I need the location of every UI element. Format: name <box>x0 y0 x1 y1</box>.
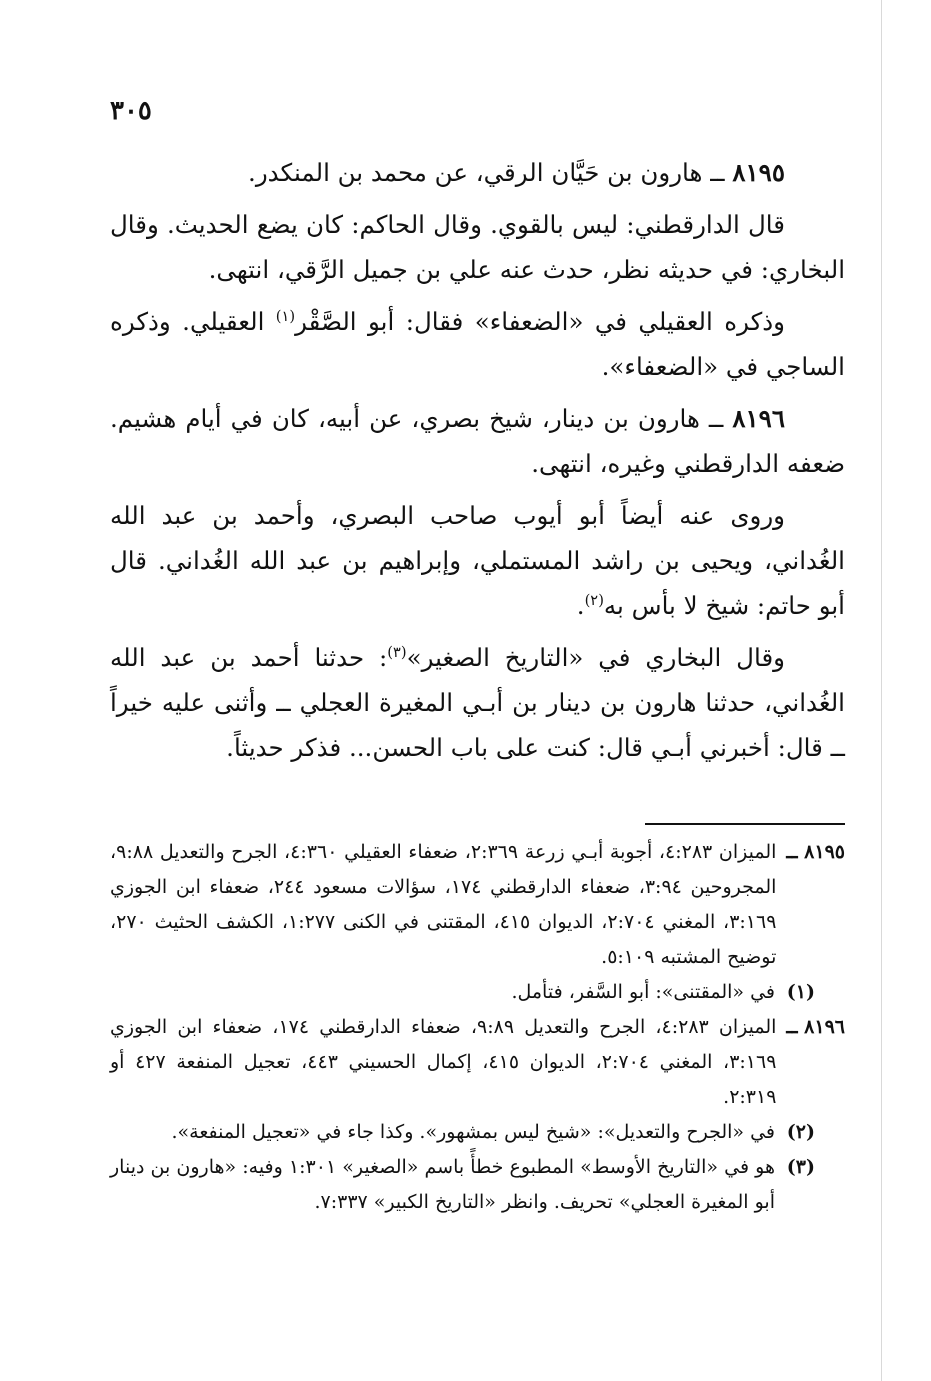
entry-heading-8195 <box>110 150 845 195</box>
note-text: الميزان ٤:٢٨٣، الجرح والتعديل ٩:٨٩، ضعفاء الدارقطني ١٧٤، ضعفاء ابن الجوزي ٣:١٦٩، المغني ٢:٧٠٤، الديوان ٤١٥، إكمال الحسيني ٤٤٣، تعجيل المنفعة ٤٢٧ أو ٢:٣١٩. <box>110 1016 777 1108</box>
entry-title: ــ هارون بن دينار، شيخ بصري، عن أبيه، كان في أيام هشيم. ضعفه الدارقطني وغيره، انتهى. <box>110 404 845 478</box>
source-note-8196 <box>110 1010 845 1115</box>
paragraph <box>110 493 845 628</box>
entry-heading-8196 <box>110 396 845 486</box>
entry-title: ــ هارون بن حَيَّان الرقي، عن محمد بن المنكدر. <box>248 158 725 187</box>
footnote-divider <box>645 823 845 825</box>
text-run: : حدثنا أحمد بن عبد الله الغُداني، حدثنا هارون بن دينار بن أبـي المغيرة العجلي ــ وأثنى عليه خيراً ــ قال: أخبرني أبـي قال: كنت على باب الحسن... فذكر حديثاً. <box>110 643 845 762</box>
text-run: وقال البخاري في «التاريخ الصغير» <box>406 643 785 672</box>
notes-section <box>110 835 845 1220</box>
text-run: . <box>576 591 585 620</box>
footnote-number: (٣) <box>786 1156 815 1178</box>
text-run: العقيلي. وذكره الساجي في «الضعفاء». <box>110 307 845 381</box>
footnote-ref: (١) <box>275 307 296 325</box>
main-text <box>110 150 845 777</box>
footnote-1 <box>110 975 845 1010</box>
paragraph <box>110 635 845 770</box>
page-number: ٣٠٥ <box>110 96 152 126</box>
text-run: وروى عنه أيضاً أبو أيوب صاحب البصري، وأحمد بن عبد الله الغُداني، ويحيى بن راشد المستملي، وإبراهيم بن عبد الله الغُداني. قال أبو حاتم: شيخ لا بأس به <box>110 501 845 620</box>
entry-number: ٨١٩٦ <box>732 404 785 433</box>
footnote-text: في «المقتنى»: أبو السَّفر، فتأمل. <box>511 981 775 1003</box>
paragraph: قال الدارقطني: ليس بالقوي. وقال الحاكم: كان يضع الحديث. وقال البخاري: في حديثه نظر، حدث عنه علي بن جميل الرَّقي، انتهى. <box>110 210 845 284</box>
source-note-8195 <box>110 835 845 975</box>
paragraph <box>110 299 845 389</box>
footnote-ref: (٣) <box>387 643 407 661</box>
text-run: وذكره العقيلي في «الضعفاء» فقال: أبو الصَّقْر <box>295 307 785 336</box>
footnote-text: هو في «التاريخ الأوسط» المطبوع خطأً باسم «الصغير» ١:٣٠١ وفيه: «هارون بن دينار أبو المغيرة العجلي» تحريف. وانظر «التاريخ الكبير» ٧:٣٣٧. <box>110 1156 775 1213</box>
footnote-2 <box>110 1115 845 1150</box>
page-binding-line <box>881 0 882 1381</box>
entry-number: ٨١٩٥ <box>732 158 785 187</box>
footnote-number: (١) <box>786 981 815 1003</box>
note-text: الميزان ٤:٢٨٣، أجوبة أبـي زرعة ٢:٣٦٩، ضعفاء العقيلي ٤:٣٦٠، الجرح والتعديل ٩:٨٨، المجروحين ٣:٩٤، ضعفاء الدارقطني ١٧٤، سؤالات مسعود ٢٤٤، ضعفاء ابن الجوزي ٣:١٦٩، المغني ٢:٧٠٤، الديوان ٤١٥، المقتنى في الكنى ١:٢٧٧، الكشف الحثيث ٢٧٠، توضيح المشتبه ٥:١٠٩. <box>110 841 777 968</box>
footnote-ref: (٢) <box>584 591 604 609</box>
footnote-text: في «الجرح والتعديل»: «شيخ ليس بمشهور». وكذا جاء في «تعجيل المنفعة». <box>171 1121 775 1143</box>
note-number: ٨١٩٥ ــ <box>786 841 845 863</box>
note-number: ٨١٩٦ ــ <box>786 1016 845 1038</box>
footnote-3 <box>110 1150 845 1220</box>
footnote-number: (٢) <box>786 1121 815 1143</box>
